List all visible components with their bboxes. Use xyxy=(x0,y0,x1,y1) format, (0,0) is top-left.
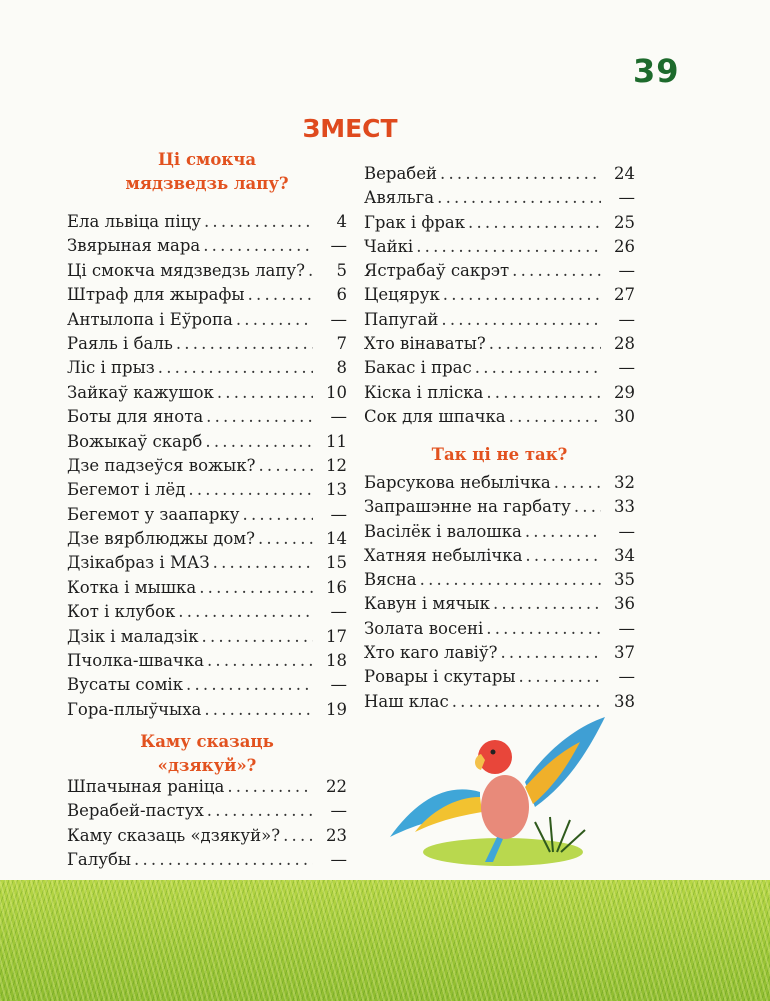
dot-leader xyxy=(468,211,601,235)
dot-leader xyxy=(509,405,601,429)
toc-entry[interactable] xyxy=(364,332,635,356)
dot-leader xyxy=(134,848,313,872)
dot-leader xyxy=(500,641,601,665)
toc-entry[interactable] xyxy=(364,162,635,186)
parrot-illustration xyxy=(385,712,620,872)
dot-leader xyxy=(236,308,313,332)
toc-entry-page: 28 xyxy=(614,334,635,354)
toc-entry-page: 6 xyxy=(336,285,347,305)
toc-entry-title: Дзе падзеўся вожык? xyxy=(67,455,256,475)
toc-entry-page: 8 xyxy=(336,358,347,378)
toc-entry-title: Золата восені xyxy=(364,618,484,638)
toc-entry-title: Гора-плыўчыха xyxy=(67,699,202,719)
toc-list-2 xyxy=(67,775,347,873)
dot-leader xyxy=(525,520,601,544)
toc-entry-title: Дзікабраз і МАЗ xyxy=(67,553,210,573)
toc-entry-page: 19 xyxy=(326,699,347,719)
toc-entry-page: — xyxy=(330,309,347,329)
dot-leader xyxy=(420,568,601,592)
dot-leader xyxy=(440,162,601,186)
toc-entry[interactable] xyxy=(364,405,635,429)
toc-entry-page: — xyxy=(618,358,635,378)
toc-entry-title: Грак і фрак xyxy=(364,212,466,232)
toc-entry[interactable] xyxy=(364,641,635,665)
dot-leader xyxy=(489,332,601,356)
toc-entry-title: Кавун і мячык xyxy=(364,594,490,614)
toc-entry-page: — xyxy=(618,188,635,208)
dot-leader xyxy=(452,690,601,714)
toc-entry-title: Кіска і пліска xyxy=(364,382,484,402)
dot-leader xyxy=(217,381,313,405)
grass-background xyxy=(0,880,770,1001)
toc-entry[interactable] xyxy=(67,551,347,575)
toc-entry-page: 34 xyxy=(614,545,635,565)
toc-entry[interactable] xyxy=(364,381,635,405)
toc-entry[interactable] xyxy=(67,430,347,454)
dot-leader xyxy=(158,356,313,380)
toc-entry[interactable] xyxy=(67,503,347,527)
dot-leader xyxy=(574,495,601,519)
section-heading-line: «дзякуй»? xyxy=(157,756,257,775)
toc-entry[interactable] xyxy=(364,308,635,332)
dot-leader xyxy=(525,544,601,568)
toc-entry[interactable] xyxy=(364,495,635,519)
toc-list-2-continued xyxy=(364,162,635,429)
dot-leader xyxy=(227,775,313,799)
toc-entry-title: Бакас і прас xyxy=(364,358,472,378)
toc-entry[interactable] xyxy=(364,568,635,592)
toc-entry[interactable] xyxy=(67,527,347,551)
toc-entry-title: Верабей xyxy=(364,164,437,183)
toc-entry-page: 11 xyxy=(326,431,347,451)
toc-entry-title: Васілёк і валошка xyxy=(364,521,522,541)
toc-entry[interactable] xyxy=(364,211,635,235)
toc-entry-page: — xyxy=(330,602,347,622)
toc-entry-title: Шпачыная раніца xyxy=(67,777,225,796)
toc-entry-page: 29 xyxy=(614,382,635,402)
toc-entry-title: Пчолка-швачка xyxy=(67,651,204,671)
toc-entry-page: 13 xyxy=(326,480,347,500)
toc-entry-page: 35 xyxy=(614,570,635,590)
toc-entry-page: 12 xyxy=(326,455,347,475)
section-heading-3 xyxy=(364,443,635,467)
toc-entry[interactable] xyxy=(67,356,347,380)
toc-entry[interactable] xyxy=(364,617,635,641)
toc-entry-page: 30 xyxy=(614,406,635,426)
toc-entry-title: Авяльга xyxy=(364,188,435,208)
dot-leader xyxy=(486,381,601,405)
toc-entry-title: Ела львіца піцу xyxy=(67,212,201,231)
toc-list-3 xyxy=(364,471,635,714)
parrot-body xyxy=(481,775,529,839)
toc-entry[interactable] xyxy=(67,848,347,872)
dot-leader xyxy=(178,600,313,624)
toc-entry-page: 7 xyxy=(336,333,347,353)
toc-entry-title: Наш клас xyxy=(364,691,449,711)
toc-entry-page: — xyxy=(618,667,635,687)
dot-leader xyxy=(204,210,313,234)
toc-entry[interactable] xyxy=(364,665,635,689)
toc-entry-title: Вусаты сомік xyxy=(67,675,184,695)
toc-entry-title: Вожыкаў скарб xyxy=(67,431,203,451)
toc-entry[interactable] xyxy=(67,210,347,234)
grass-patch xyxy=(423,838,583,866)
toc-entry[interactable] xyxy=(364,520,635,544)
section-heading-line: мядзведзь лапу? xyxy=(125,174,289,193)
toc-entry-title: Ровары і скутары xyxy=(364,667,516,687)
toc-entry-page: — xyxy=(330,675,347,695)
toc-entry-page: 5 xyxy=(336,260,347,280)
toc-entry[interactable] xyxy=(364,259,635,283)
toc-entry[interactable] xyxy=(364,544,635,568)
toc-entry-page: — xyxy=(330,504,347,524)
toc-entry[interactable] xyxy=(364,690,635,714)
toc-entry-page: 14 xyxy=(326,529,347,549)
toc-entry-page: 26 xyxy=(614,236,635,256)
toc-entry-title: Хатняя небылічка xyxy=(364,545,523,565)
toc-entry-title: Каму сказаць «дзякуй»? xyxy=(67,825,281,845)
dot-leader xyxy=(206,405,313,429)
toc-entry-page: — xyxy=(618,261,635,281)
toc-entry-page: 18 xyxy=(326,651,347,671)
dot-leader xyxy=(204,698,313,722)
toc-entry[interactable] xyxy=(67,600,347,624)
toc-entry[interactable] xyxy=(67,824,347,848)
toc-entry-title: Барсукова небылічка xyxy=(364,473,551,492)
toc-entry[interactable] xyxy=(67,308,347,332)
toc-entry-title: Бегемот і лёд xyxy=(67,480,186,500)
page-title: ЗМЕСТ xyxy=(302,114,398,143)
section-heading-line: Ці смокча xyxy=(157,150,257,169)
toc-entry-title: Ястрабаў сакрэт xyxy=(364,261,510,281)
toc-entry[interactable] xyxy=(67,775,347,799)
dot-leader xyxy=(441,308,601,332)
toc-entry[interactable] xyxy=(67,332,347,356)
dot-leader xyxy=(199,576,313,600)
dot-leader xyxy=(443,283,601,307)
dot-leader xyxy=(243,503,314,527)
dot-leader xyxy=(258,454,313,478)
toc-entry[interactable] xyxy=(67,625,347,649)
toc-entry-title: Раяль і баль xyxy=(67,333,173,353)
toc-entry-page: 24 xyxy=(614,164,635,183)
toc-entry[interactable] xyxy=(67,283,347,307)
toc-entry-title: Зайкаў кажушок xyxy=(67,382,214,402)
toc-entry-title: Дзе вярблюджы дом? xyxy=(67,529,255,549)
toc-entry[interactable] xyxy=(67,698,347,722)
toc-entry-page: 33 xyxy=(614,497,635,517)
toc-entry[interactable] xyxy=(67,454,347,478)
toc-entry[interactable] xyxy=(67,259,347,283)
toc-entry-title: Котка і мышка xyxy=(67,577,197,597)
dot-leader xyxy=(519,665,601,689)
toc-entry-page: — xyxy=(330,801,347,821)
dot-leader xyxy=(186,673,313,697)
dot-leader xyxy=(512,259,601,283)
toc-entry[interactable] xyxy=(67,234,347,258)
toc-entry[interactable] xyxy=(67,405,347,429)
dot-leader xyxy=(486,617,601,641)
dot-leader xyxy=(207,799,313,823)
toc-entry[interactable] xyxy=(67,799,347,823)
toc-entry-title: Боты для янота xyxy=(67,407,204,427)
toc-entry[interactable] xyxy=(67,649,347,673)
toc-entry-title: Хто вінаваты? xyxy=(364,334,486,354)
dot-leader xyxy=(437,186,601,210)
dot-leader xyxy=(416,235,601,259)
dot-leader xyxy=(554,471,601,495)
toc-entry-title: Ліс і прыз xyxy=(67,358,155,378)
toc-entry-title: Чайкі xyxy=(364,236,414,256)
toc-entry-page: 16 xyxy=(326,577,347,597)
toc-entry-title: Бегемот у заапарку xyxy=(67,504,240,524)
dot-leader xyxy=(213,551,313,575)
toc-entry-page: — xyxy=(618,521,635,541)
dot-leader xyxy=(205,430,313,454)
toc-entry-page: — xyxy=(330,407,347,427)
toc-entry[interactable] xyxy=(67,381,347,405)
toc-entry-title: Звярыная мара xyxy=(67,236,201,256)
section-heading-line: Так ці не так? xyxy=(431,445,568,464)
toc-entry[interactable] xyxy=(364,235,635,259)
dot-leader xyxy=(248,283,313,307)
toc-entry-page: 15 xyxy=(326,553,347,573)
dot-leader xyxy=(176,332,313,356)
toc-entry-title: Антылопа і Еўропа xyxy=(67,309,233,329)
toc-entry-page: 32 xyxy=(614,473,635,492)
toc-entry-title: Верабей-пастух xyxy=(67,801,204,821)
toc-entry[interactable] xyxy=(364,471,635,495)
toc-entry-page: 25 xyxy=(614,212,635,232)
dot-leader xyxy=(202,625,313,649)
toc-entry-title: Дзік і маладзік xyxy=(67,626,199,646)
page-number: 39 xyxy=(633,52,680,90)
toc-entry-title: Папугай xyxy=(364,309,439,329)
toc-entry-page: 10 xyxy=(326,382,347,402)
toc-entry-page: 38 xyxy=(614,691,635,711)
toc-entry-page: 17 xyxy=(326,626,347,646)
toc-entry-title: Штраф для жырафы xyxy=(67,285,245,305)
toc-entry[interactable] xyxy=(364,592,635,616)
toc-entry[interactable] xyxy=(67,576,347,600)
toc-entry-title: Вясна xyxy=(364,570,417,590)
section-heading-line: Каму сказаць xyxy=(140,732,274,751)
toc-list-1 xyxy=(67,210,347,722)
dot-leader xyxy=(207,649,313,673)
toc-entry-page: — xyxy=(330,850,347,870)
toc-entry-page: 37 xyxy=(614,643,635,663)
toc-entry-title: Сок для шпачка xyxy=(364,406,506,426)
dot-leader xyxy=(493,592,601,616)
section-heading-2 xyxy=(67,730,347,778)
toc-entry-page: 23 xyxy=(326,825,347,845)
dot-leader xyxy=(475,356,601,380)
toc-entry-title: Запрашэнне на гарбату xyxy=(364,497,571,517)
toc-entry-title: Цецярук xyxy=(364,285,440,305)
parrot-head xyxy=(478,740,512,774)
toc-entry-page: 36 xyxy=(614,594,635,614)
toc-entry-title: Галубы xyxy=(67,850,132,870)
toc-entry[interactable] xyxy=(364,283,635,307)
toc-entry[interactable] xyxy=(364,186,635,210)
parrot-eye xyxy=(491,750,496,755)
dot-leader xyxy=(188,478,313,502)
toc-entry-title: Хто каго лавіў? xyxy=(364,643,498,663)
toc-entry-title: Кот і клубок xyxy=(67,602,176,622)
dot-leader xyxy=(258,527,313,551)
toc-entry-page: — xyxy=(618,618,635,638)
toc-entry[interactable] xyxy=(67,673,347,697)
toc-entry-page: 22 xyxy=(326,777,347,796)
dot-leader xyxy=(203,234,313,258)
toc-entry-title: Ці смокча мядзведзь лапу? xyxy=(67,260,305,280)
toc-entry-page: 27 xyxy=(614,285,635,305)
toc-entry[interactable] xyxy=(364,356,635,380)
toc-entry-page: — xyxy=(330,236,347,256)
section-heading-1 xyxy=(67,148,347,196)
toc-entry[interactable] xyxy=(67,478,347,502)
toc-entry-page: — xyxy=(618,309,635,329)
dot-leader xyxy=(283,824,313,848)
toc-entry-page: 4 xyxy=(336,212,347,231)
